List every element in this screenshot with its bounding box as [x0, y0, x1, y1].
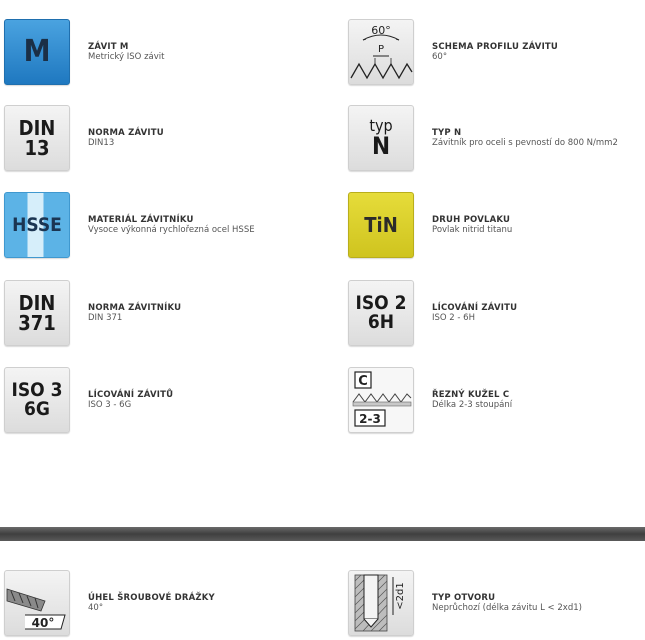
feature-desc: Délka 2-3 stoupání: [432, 400, 513, 410]
helix-angle-icon: [4, 570, 70, 636]
feature-desc: Závitník pro oceli s pevností do 800 N/mm2: [432, 138, 618, 148]
feature-thread-m: [4, 19, 164, 85]
hsse-tile: [4, 192, 70, 258]
thread-profile-icon: [348, 19, 414, 85]
feature-title: MATERIÁL ZÁVITNÍKU: [88, 214, 194, 225]
feature-title: DRUH POVLAKU: [432, 214, 511, 225]
blind-hole-icon: [348, 570, 414, 636]
feature-threads-fit: [4, 367, 173, 433]
feature-desc: Povlak nitrid titanu: [432, 225, 513, 235]
feature-tap-material: [4, 192, 255, 258]
tile-line2: 6G: [24, 398, 50, 420]
feature-title: NORMA ZÁVITU: [88, 127, 164, 138]
hole-depth-label: <2d1: [395, 582, 406, 610]
iso3-tile: [4, 367, 70, 433]
tin-tile: [348, 192, 414, 258]
feature-title: NORMA ZÁVITNÍKU: [88, 302, 182, 313]
tile-label: M: [23, 34, 51, 69]
tile-line2: 371: [18, 311, 56, 335]
feature-title: ÚHEL ŠROUBOVÉ DRÁŽKY: [88, 592, 215, 603]
tile-label: HSSE: [12, 213, 62, 236]
feature-title: ŘEZNÝ KUŽEL C: [432, 389, 510, 400]
feature-title: LÍCOVÁNÍ ZÁVITŮ: [88, 389, 174, 400]
feature-desc: 60°: [432, 52, 448, 62]
thread-m-tile: [4, 19, 70, 85]
feature-title: TYP N: [432, 127, 462, 138]
feature-title: LÍCOVÁNÍ ZÁVITU: [432, 302, 518, 313]
tile-line1: DIN: [18, 116, 56, 140]
type-n-tile: [348, 105, 414, 171]
feature-coating: [348, 192, 512, 258]
chamfer-length: 2-3: [359, 412, 381, 426]
feature-hole-type: [348, 570, 582, 636]
feature-desc: Vysoce výkonná rychlořezná ocel HSSE: [88, 225, 255, 235]
tile-label: TiN: [364, 213, 398, 237]
feature-type-n: [348, 105, 618, 171]
feature-title: SCHEMA PROFILU ZÁVITU: [432, 41, 559, 52]
chamfer-letter: C: [358, 374, 368, 389]
feature-desc: ISO 2 - 6H: [432, 313, 475, 323]
section-divider: [0, 527, 645, 541]
feature-thread-fit: [348, 280, 517, 346]
din371-tile: [4, 280, 70, 346]
feature-desc: Neprůchozí (délka závitu L < 2xd1): [432, 603, 582, 613]
tile-line1: ISO 3: [11, 379, 63, 401]
feature-desc: DIN 371: [88, 313, 123, 323]
helix-angle-label: 40°: [31, 616, 55, 630]
tile-line1: ISO 2: [355, 292, 407, 314]
feature-thread-standard: [4, 105, 164, 171]
din13-tile: [4, 105, 70, 171]
tile-line1: DIN: [18, 291, 56, 315]
feature-helix-angle: [4, 570, 215, 636]
feature-desc: 40°: [88, 603, 104, 613]
tile-line2: 13: [24, 136, 50, 160]
feature-chamfer: [348, 367, 512, 433]
pitch-label: P: [377, 44, 385, 55]
angle-label: 60°: [371, 24, 391, 37]
feature-title: TYP OTVORU: [432, 592, 496, 603]
feature-desc: Metrický ISO závit: [88, 52, 165, 62]
tile-line1: typ: [369, 116, 393, 135]
iso2-tile: [348, 280, 414, 346]
feature-desc: ISO 3 - 6G: [88, 400, 132, 410]
feature-thread-profile: [348, 19, 558, 85]
tile-line2: N: [371, 132, 391, 160]
feature-title: ZÁVIT M: [88, 41, 129, 52]
feature-tap-standard: [4, 280, 181, 346]
feature-desc: DIN13: [88, 138, 115, 148]
chamfer-icon: [348, 367, 414, 433]
tile-line2: 6H: [367, 311, 395, 333]
